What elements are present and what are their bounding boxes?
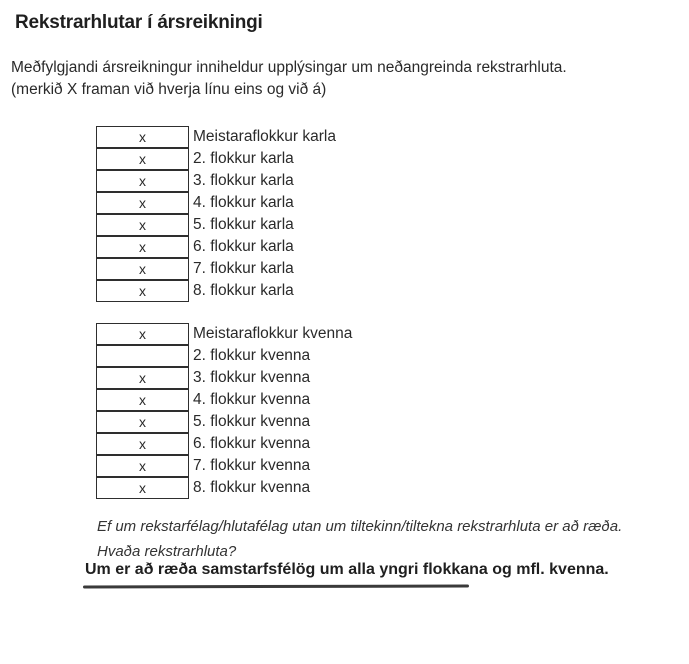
- footnote-question-line-1: Ef um rekstarfélag/hlutafélag utan um tiltekinn/tiltekna rekstrarhluta er að ræða.: [97, 518, 623, 535]
- checkbox-row: [96, 280, 336, 302]
- intro-line-1: Meðfylgjandi ársreikningur inniheldur upplýsingar um neðangreinda rekstrarhluta.: [11, 59, 567, 76]
- checkbox-mark: x: [139, 480, 146, 496]
- checkbox-row: [96, 433, 352, 455]
- checkbox[interactable]: [96, 236, 189, 258]
- answer-underlined-text: Um er að ræða samstarfsfélög um alla yngri flokkana: [85, 561, 488, 578]
- checkbox-row: [96, 477, 352, 499]
- checkbox-label: 7. flokkur karla: [193, 260, 294, 277]
- checkbox-mark: x: [139, 283, 146, 299]
- checkbox-mark: x: [139, 173, 146, 189]
- page-title: Rekstrarhlutar í ársreikningi: [15, 12, 263, 33]
- checkbox-mark: x: [139, 195, 146, 211]
- answer-rest-text: og mfl. kvenna.: [487, 561, 609, 578]
- checkbox[interactable]: [96, 214, 189, 236]
- checkbox-mark: x: [139, 239, 146, 255]
- footnote-question-line-2: Hvaða rekstrarhluta?: [97, 543, 237, 560]
- checkbox[interactable]: [96, 345, 189, 367]
- checkbox-label: 4. flokkur karla: [193, 194, 294, 211]
- checkbox-mark: x: [139, 414, 146, 430]
- checkbox-label: Meistaraflokkur kvenna: [193, 325, 353, 342]
- checkbox-label: 3. flokkur karla: [193, 172, 294, 189]
- checkbox-label: 8. flokkur karla: [193, 282, 294, 299]
- hand-underline: [83, 584, 469, 588]
- checkbox[interactable]: [96, 455, 189, 477]
- checkbox-mark: x: [139, 217, 146, 233]
- checkbox[interactable]: [96, 258, 189, 280]
- checkbox[interactable]: [96, 477, 189, 499]
- checkbox[interactable]: [96, 323, 189, 345]
- checkbox[interactable]: [96, 433, 189, 455]
- checkbox-group-karla: [96, 126, 336, 302]
- checkbox-mark: x: [139, 129, 146, 145]
- checkbox-label: 4. flokkur kvenna: [193, 391, 311, 408]
- checkbox-row: [96, 192, 336, 214]
- checkbox-mark: x: [139, 261, 146, 277]
- checkbox-label: 2. flokkur karla: [193, 150, 294, 167]
- checkbox[interactable]: [96, 367, 189, 389]
- intro-paragraph: [11, 57, 567, 101]
- checkbox[interactable]: [96, 148, 189, 170]
- checkbox-mark: x: [139, 370, 146, 386]
- checkbox-label: 5. flokkur karla: [193, 216, 294, 233]
- checkbox-mark: x: [139, 436, 146, 452]
- checkbox[interactable]: [96, 389, 189, 411]
- checkbox[interactable]: [96, 411, 189, 433]
- checkbox-row: [96, 455, 352, 477]
- checkbox-label: 5. flokkur kvenna: [193, 413, 311, 430]
- checkbox[interactable]: [96, 126, 189, 148]
- footnote: [97, 514, 622, 564]
- checkbox-row: [96, 411, 352, 433]
- checkbox-mark: x: [139, 458, 146, 474]
- checkbox-row: [96, 148, 336, 170]
- checkbox-row: [96, 214, 336, 236]
- checkbox-label: 7. flokkur kvenna: [193, 457, 311, 474]
- checkbox-mark: x: [139, 326, 146, 342]
- checkbox-row: [96, 389, 352, 411]
- checkbox-mark: x: [139, 151, 146, 167]
- checkbox-row: [96, 126, 336, 148]
- checkbox-row: [96, 258, 336, 280]
- intro-line-2: (merkið X framan við hverja línu eins og við á): [11, 81, 327, 98]
- checkbox-group-kvenna: [96, 323, 352, 499]
- checkbox[interactable]: [96, 280, 189, 302]
- checkbox-label: 3. flokkur kvenna: [193, 369, 311, 386]
- checkbox-row: [96, 323, 352, 345]
- checkbox-mark: x: [139, 392, 146, 408]
- checkbox-row: [96, 367, 352, 389]
- checkbox[interactable]: [96, 192, 189, 214]
- checkbox-label: 6. flokkur kvenna: [193, 435, 311, 452]
- checkbox-label: 2. flokkur kvenna: [193, 347, 311, 364]
- answer-line: [85, 561, 609, 579]
- checkbox-row: [96, 170, 336, 192]
- checkbox-label: 8. flokkur kvenna: [193, 479, 311, 496]
- checkbox-label: Meistaraflokkur karla: [193, 128, 336, 145]
- checkbox-label: 6. flokkur karla: [193, 238, 294, 255]
- checkbox-row: [96, 236, 336, 258]
- checkbox-row: [96, 345, 352, 367]
- checkbox[interactable]: [96, 170, 189, 192]
